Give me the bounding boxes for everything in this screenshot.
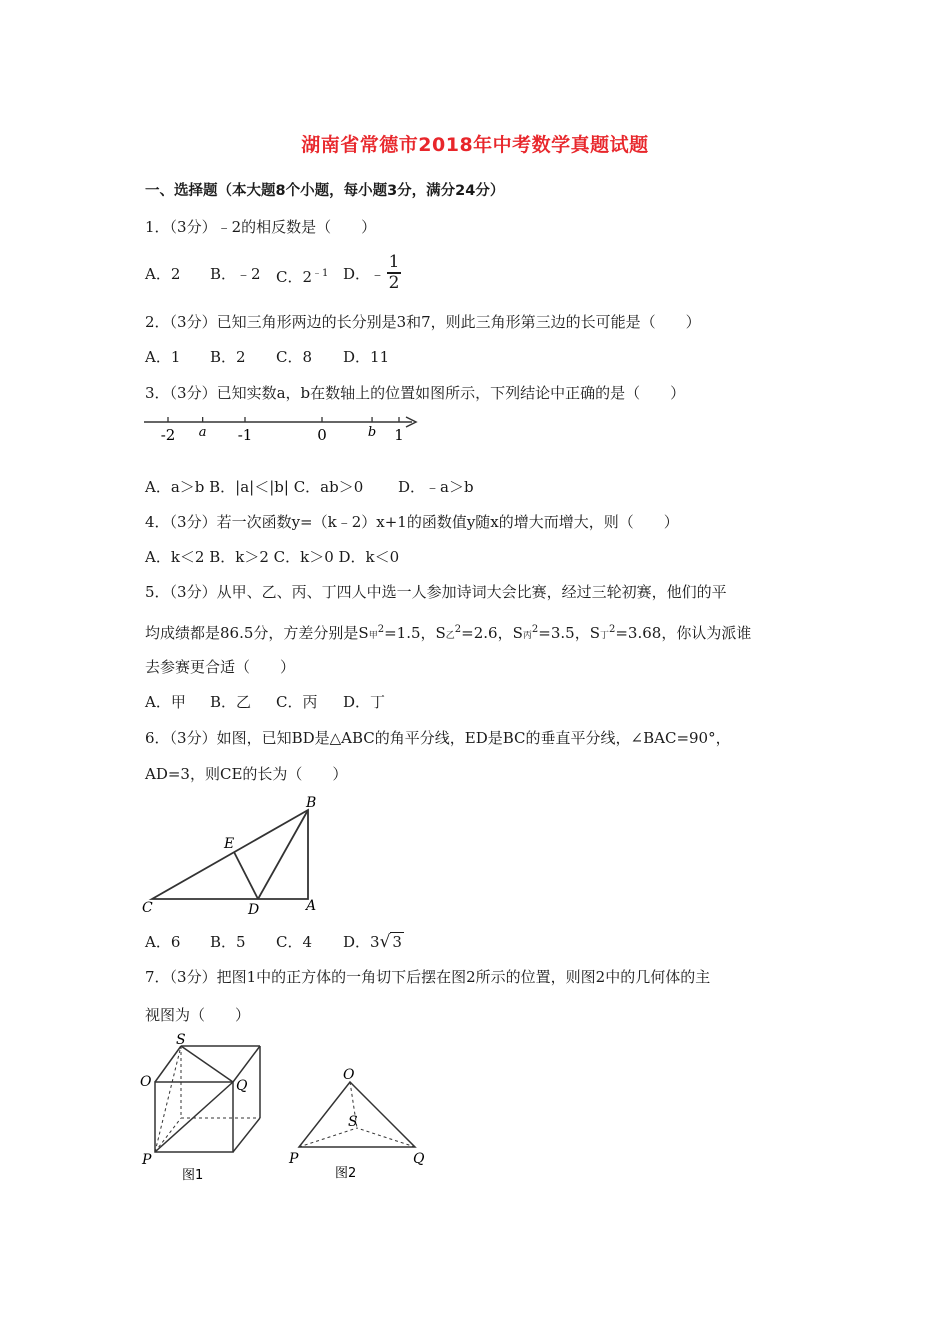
segment-ed: [234, 852, 258, 899]
hidden-edge-ps: [299, 1128, 357, 1147]
q3-options: A．a＞b B．|a|＜|b| C．ab＞0 D．﹣a＞b: [145, 478, 474, 496]
q5-line2: 均成绩都是86.5分，方差分别是S甲$^2$=1.5，S乙$^2$=2.6，S丙$^2$=3.5，S丁$^2$=3.68，你认为派谁: [145, 624, 752, 642]
q5-line1: 5．（3分）从甲、乙、丙、丁四人中选一人参加诗词大会比赛，经过三轮初赛，他们的平: [145, 583, 727, 601]
q1-option-d: D．﹣: [343, 265, 386, 283]
label-c: C: [142, 900, 153, 916]
fig2-caption: 图2: [335, 1166, 357, 1181]
cube-figure: [140, 1032, 280, 1182]
q1-option-a: A．2: [145, 265, 181, 283]
fig1-label-p: P: [142, 1152, 152, 1168]
fig1-label-q: Q: [236, 1078, 248, 1094]
fig2-label-p: P: [289, 1151, 299, 1167]
fig1-label-s: S: [176, 1032, 186, 1048]
number-line-label-3: 0: [317, 426, 327, 444]
q4-options: A．k＜2 B．k＞2 C．k＞0 D．k＜0: [145, 548, 400, 566]
cube-cut-edge-pq: [155, 1082, 233, 1152]
cube-top-right-edge: [233, 1046, 260, 1082]
q5-option-b: B．乙: [210, 693, 252, 711]
q6-line1: 6．（3分）如图，已知BD是△ABC的角平分线，ED是BC的垂直平分线，∠BAC=90°，: [145, 729, 731, 747]
q4-stem: 4．（3分）若一次函数y=（k﹣2）x+1的函数值y随x的增大而增大，则（ ）: [145, 513, 679, 531]
fig2-label-o: O: [343, 1067, 355, 1083]
q6-option-c: C．4: [276, 933, 313, 951]
q7-line2: 视图为（ ）: [145, 1006, 251, 1024]
q1-option-c: C．$2^{﹣1}$: [276, 268, 329, 286]
fig1-label-o: O: [140, 1074, 152, 1090]
q2-option-d: D．11: [343, 348, 390, 366]
number-line-label-4: b: [367, 425, 377, 440]
fraction-denominator: 2: [388, 272, 400, 293]
fig2-label-q: Q: [413, 1151, 425, 1167]
q1-option-b: B．﹣2: [210, 265, 261, 283]
q1-fraction: [386, 253, 402, 293]
q1-stem: 1．（3分）﹣2的相反数是（ ）: [145, 218, 377, 236]
triangle-abc: [152, 810, 308, 899]
q2-stem: 2．（3分）已知三角形两边的长分别是3和7，则此三角形第三边的长可能是（ ）: [145, 313, 701, 331]
q6-option-b: B．5: [210, 933, 246, 951]
q6-option-a: A．6: [145, 933, 181, 951]
q6-option-d: D．3√ 3: [343, 932, 402, 952]
cube-bottom-right-edge: [233, 1118, 260, 1152]
q5-option-c: C．丙: [276, 693, 318, 711]
fig1-caption: 图1: [182, 1168, 204, 1183]
section-heading: 一、选择题（本大题8个小题，每小题3分，满分24分）: [145, 183, 505, 199]
q7-line1: 7．（3分）把图1中的正方体的一角切下后摆在图2所示的位置，则图2中的几何体的主: [145, 968, 711, 986]
cube-hidden-cut-ps: [155, 1046, 181, 1152]
cube-cut-edge-sq: [181, 1046, 233, 1082]
q3-stem: 3．（3分）已知实数a，b在数轴上的位置如图所示，下列结论中正确的是（ ）: [145, 384, 686, 402]
q5-option-a: A．甲: [145, 693, 186, 711]
number-line-label-1: a: [198, 425, 207, 440]
q5-line3: 去参赛更合适（ ）: [145, 658, 296, 676]
q6-line2: AD=3，则CE的长为（ ）: [145, 765, 348, 783]
fraction-numerator: 1: [388, 252, 400, 272]
page-title: 湖南省常德市2018年中考数学真题试题: [301, 134, 649, 156]
label-d: D: [248, 902, 260, 918]
number-line-figure: [140, 410, 430, 450]
number-line-label-0: -2: [160, 426, 176, 444]
q2-option-a: A．1: [145, 348, 181, 366]
number-line-label-2: -1: [237, 426, 253, 444]
label-a: A: [306, 898, 317, 914]
q5-option-d: D．丁: [343, 693, 386, 711]
fig2-label-s: S: [348, 1114, 358, 1130]
cube-hidden-depth: [155, 1118, 181, 1152]
label-e: E: [224, 836, 235, 852]
q2-option-c: C．8: [276, 348, 313, 366]
q2-option-b: B．2: [210, 348, 246, 366]
cube-top-left-edge: [155, 1046, 181, 1082]
triangle-figure: [140, 790, 340, 920]
tetrahedron-figure: [285, 1032, 435, 1182]
label-b: B: [306, 795, 317, 811]
number-line-label-5: 1: [394, 426, 404, 444]
